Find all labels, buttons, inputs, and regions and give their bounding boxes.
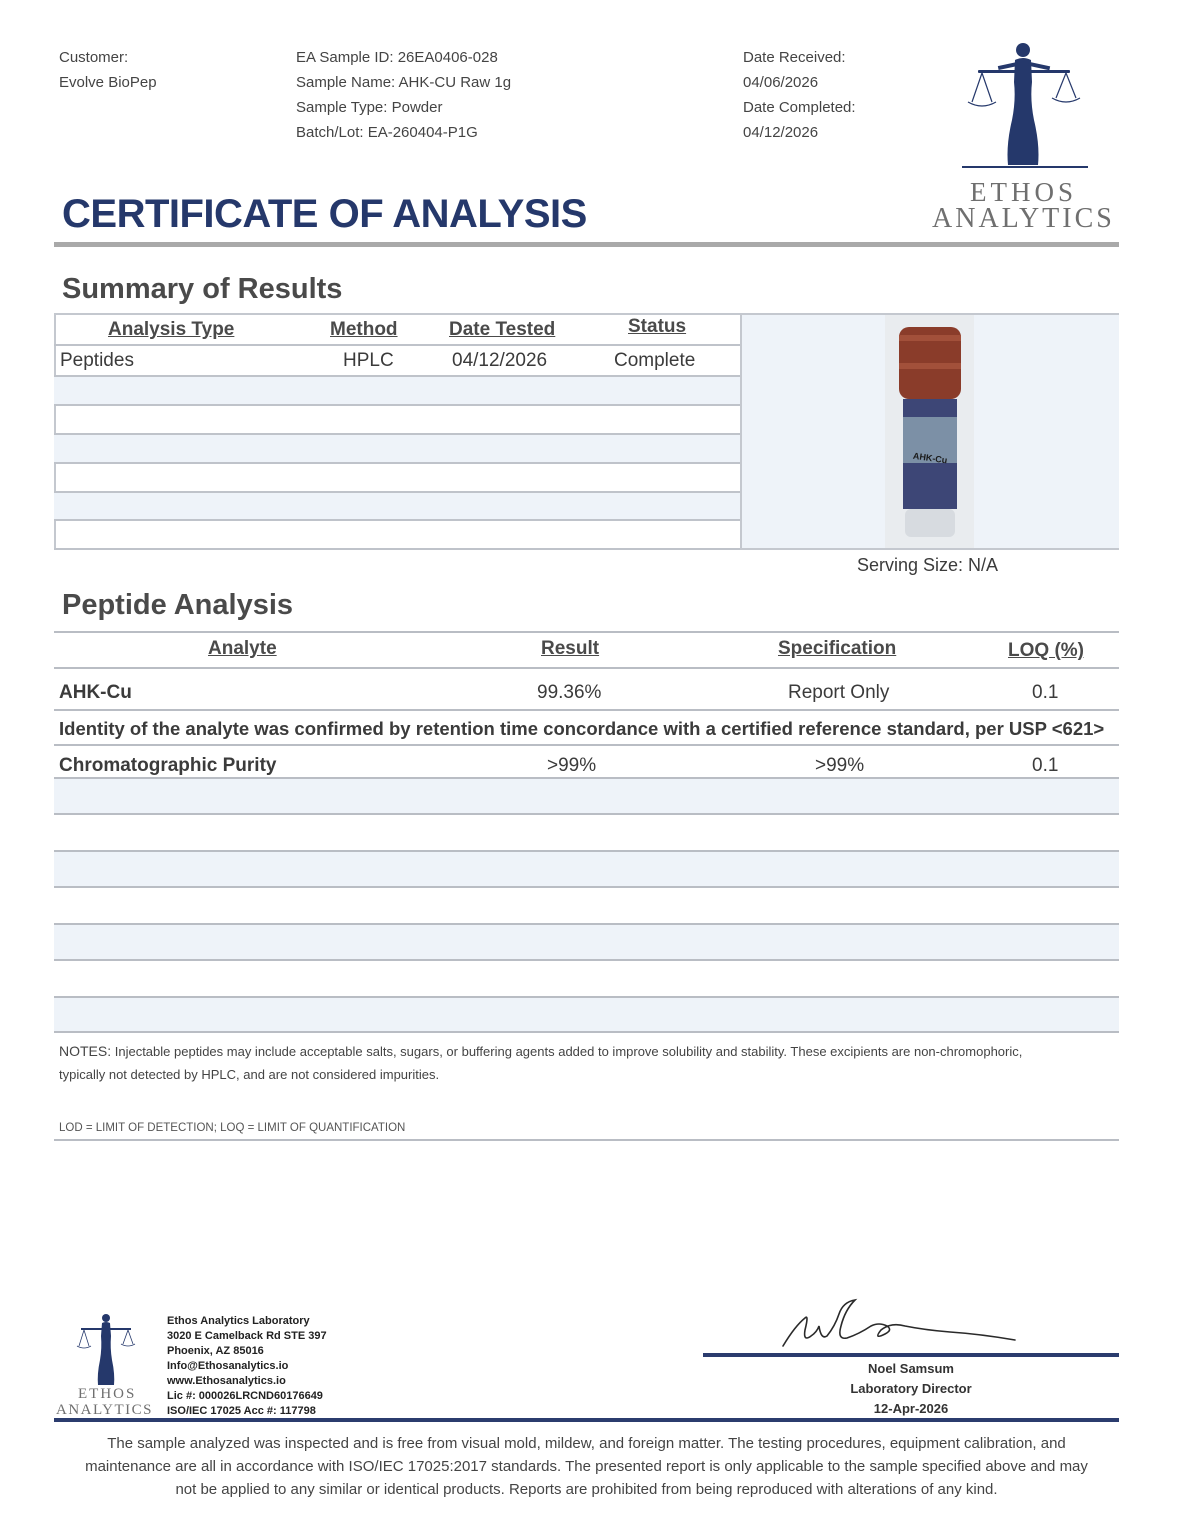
signature-block: [703, 1359, 1119, 1419]
table-row-empty: [54, 852, 1119, 886]
serving-size: Serving Size: N/A: [857, 555, 999, 575]
customer-label: Customer:: [59, 49, 129, 66]
footer-divider: [54, 1418, 1119, 1422]
disclaimer-line3: not be applied to any similar or identical products. Reports are prohibited from being reproduced with alterations of any kind.: [175, 1481, 998, 1498]
date-received-label: Date Received:: [743, 49, 846, 66]
table-row-empty: [54, 998, 1119, 1031]
signer-name: Noel Samsum: [868, 1361, 954, 1376]
lab-email: Info@Ethosanalytics.io: [167, 1360, 289, 1372]
peptide-header-rule: [54, 667, 1119, 669]
cell-method: HPLC: [343, 350, 394, 371]
batch-lot: Batch/Lot: EA-260404-P1G: [296, 124, 478, 141]
table-row-empty: [54, 464, 740, 493]
table-row-empty: [54, 435, 740, 464]
dates-block: [743, 45, 856, 145]
summary-title: Summary of Results: [62, 273, 343, 305]
lab-license: Lic #: 000026LRCND60176649: [167, 1390, 323, 1402]
date-completed: 04/12/2026: [743, 124, 819, 141]
title-divider: [54, 242, 1119, 247]
lab-website: www.Ethosanalytics.io: [167, 1375, 286, 1387]
signer-role: Laboratory Director: [850, 1381, 972, 1396]
sample-info-block: [296, 45, 511, 145]
row-rule: [54, 744, 1119, 746]
sample-type: Sample Type: Powder: [296, 99, 443, 116]
header-date-tested: Date Tested: [449, 319, 556, 340]
header-analysis-type: Analysis Type: [108, 319, 235, 340]
purity-result: >99%: [547, 755, 597, 776]
lab-name: Ethos Analytics Laboratory: [167, 1315, 310, 1327]
footer-brand-analytics: ANALYTICS: [56, 1402, 153, 1418]
header-status: Status: [628, 316, 687, 337]
lab-iso: ISO/IEC 17025 Acc #: 117798: [167, 1405, 316, 1417]
header-analyte: Analyte: [208, 638, 277, 659]
table-row-empty: [54, 406, 740, 435]
header-result: Result: [541, 638, 600, 659]
sample-name: Sample Name: AHK-CU Raw 1g: [296, 74, 512, 91]
table-row-empty: [54, 377, 740, 406]
sample-id: EA Sample ID: 26EA0406-028: [296, 49, 498, 66]
customer-block: [59, 45, 157, 95]
purity-loq: 0.1: [1032, 755, 1059, 776]
signature-image: [775, 1296, 1025, 1356]
notes-label: NOTES:: [59, 1043, 112, 1059]
table-row-empty: [54, 925, 1119, 959]
row-rule: [54, 959, 1119, 961]
purity-specification: >99%: [815, 755, 865, 776]
notes-rule: [54, 1139, 1119, 1141]
row-rule: [54, 709, 1119, 711]
cell-date-tested: 04/12/2026: [452, 350, 548, 371]
page-title: CERTIFICATE OF ANALYSIS: [62, 192, 587, 236]
header-specification: Specification: [778, 638, 897, 659]
footer-brand-ethos: ETHOS: [78, 1386, 137, 1402]
lab-address-block: [167, 1314, 327, 1419]
summary-header-row: [54, 313, 740, 346]
row-rule: [54, 886, 1119, 888]
peptide-top-rule: [54, 631, 1119, 633]
disclaimer-line1: The sample analyzed was inspected and is free from visual mold, mildew, and foreign matter. The testing procedures, equipment calibration, and: [107, 1435, 1066, 1452]
cell-status: Complete: [614, 350, 696, 371]
header-loq: LOQ (%): [1008, 640, 1084, 661]
identity-note: Identity of the analyte was confirmed by retention time concordance with a certified reference standard, per USP <621>: [59, 718, 1105, 739]
customer-name: Evolve BioPep: [59, 74, 157, 91]
lab-address1: 3020 E Camelback Rd STE 397: [167, 1330, 327, 1342]
abbreviations: LOD = LIMIT OF DETECTION; LOQ = LIMIT OF QUANTIFICATION: [59, 1122, 406, 1134]
analyte-specification: Report Only: [788, 682, 890, 703]
table-row-empty: [54, 493, 740, 521]
lady-justice-logo-small-icon: [75, 1312, 137, 1387]
peptide-title: Peptide Analysis: [62, 589, 294, 621]
disclaimer-line2: maintenance are all in accordance with ISO/IEC 17025:2017 standards. The presented report is only applicable to the sample specified above and may: [85, 1458, 1088, 1475]
purity-name: Chromatographic Purity: [59, 755, 277, 776]
date-completed-label: Date Completed:: [743, 99, 856, 116]
signature-date: 12-Apr-2026: [873, 1401, 949, 1416]
notes-text-line2: typically not detected by HPLC, and are not considered impurities.: [59, 1067, 440, 1082]
notes-text-line1: Injectable peptides may include acceptable salts, sugars, or buffering agents added to improve solubility and stability. These excipients are non-chromophoric,: [111, 1044, 1023, 1059]
analyte-loq: 0.1: [1032, 682, 1059, 703]
vial-label: AHK-Cu: [912, 450, 948, 466]
table-row: [54, 346, 740, 377]
cell-analysis-type: Peptides: [60, 350, 134, 371]
signature-line: [703, 1353, 1119, 1357]
brand-analytics: ANALYTICS: [932, 203, 1115, 234]
analyte-result: 99.36%: [537, 682, 602, 703]
table-row-empty: [54, 521, 740, 550]
table-row-empty: [54, 779, 1119, 813]
lab-address2: Phoenix, AZ 85016: [167, 1345, 264, 1357]
notes: [59, 1040, 1119, 1086]
header-method: Method: [330, 319, 398, 340]
analyte-name: AHK-Cu: [59, 682, 132, 703]
disclaimer: [54, 1432, 1119, 1501]
lady-justice-logo-icon: [960, 40, 1090, 170]
row-rule: [54, 813, 1119, 815]
row-rule: [54, 1031, 1119, 1033]
sample-vial-photo: [895, 325, 965, 545]
date-received: 04/06/2026: [743, 74, 819, 91]
brand-ethos: ETHOS: [970, 177, 1077, 207]
